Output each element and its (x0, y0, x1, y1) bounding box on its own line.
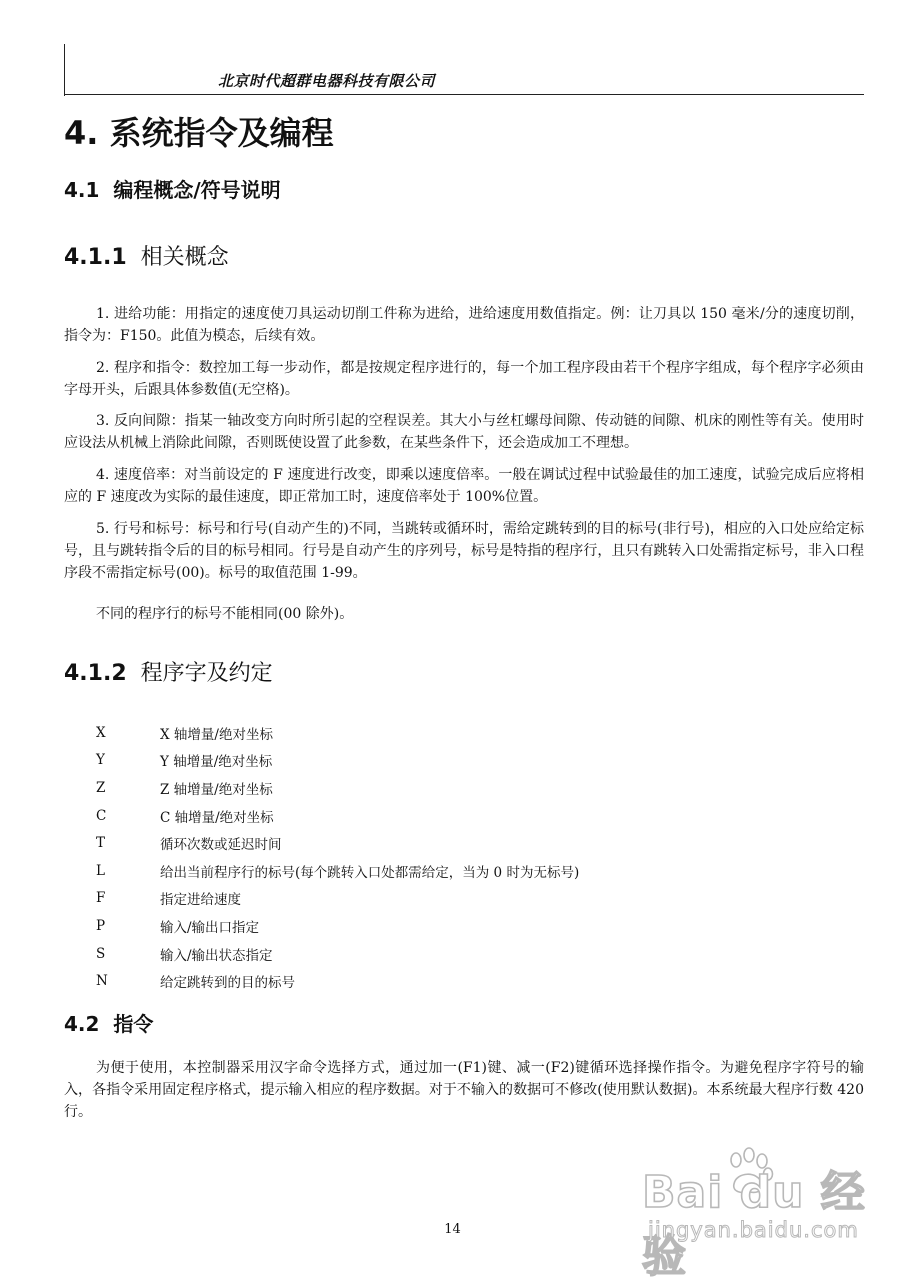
concept-paragraph-5: 5. 行号和标号：标号和行号(自动产生的)不同，当跳转或循环时，需给定跳转到的目的标号(非行号)，相应的入口处应给定标号，且与跳转指令后的目的标号相同。行号是自动产生的序列号，标号是特指的程序行，且只有跳转入口处需指定标号，非入口程序段不需指定标号(00)。标号的取值范围 1-99。 (64, 521, 864, 581)
program-word-symbol: P (96, 917, 106, 934)
program-word-desc: 给出当前程序行的标号(每个跳转入口处都需给定，当为 0 时为无标号) (160, 864, 580, 881)
chapter-heading (64, 108, 334, 154)
program-word-row (96, 857, 579, 885)
program-word-desc: 给定跳转到的目的标号 (160, 975, 295, 992)
concept-paragraph-1: 1. 进给功能：用指定的速度使刀具运动切削工件称为进给，进给速度用数值指定。例：让刀具以 150 毫米/分的速度切削，指令为：F150。此值为模态，后续有效。 (64, 306, 864, 344)
section-4-1-heading (64, 174, 281, 203)
program-word-symbol: Y (96, 752, 105, 769)
program-word-symbol: L (96, 862, 105, 879)
page-number: 14 (444, 1222, 461, 1237)
section-4-1-number: 4.1 (64, 178, 100, 202)
section-4-1-1-heading (64, 240, 229, 271)
chapter-title: 系统指令及编程 (109, 114, 334, 152)
section-4-1-2-heading (64, 656, 273, 687)
chapter-number: 4. (64, 114, 99, 152)
program-word-row (96, 747, 579, 775)
header-company-name: 北京时代超群电器科技有限公司 (218, 72, 436, 90)
section-4-1-1-title: 相关概念 (140, 245, 229, 270)
program-word-desc: 输入/输出口指定 (160, 919, 260, 936)
concept-paragraph-3: 3. 反向间隙：指某一轴改变方向时所引起的空程误差。其大小与丝杠螺母间隙、传动链的间隙、机床的刚性等有关。使用时应设法从机械上消除此间隙，否则既使设置了此参数，在某些条件下，还会造成加工不理想。 (64, 413, 864, 451)
program-word-desc: 输入/输出状态指定 (160, 947, 273, 964)
program-word-symbol: F (96, 890, 106, 907)
program-word-row (96, 967, 579, 995)
program-word-desc: Z 轴增量/绝对坐标 (160, 781, 273, 798)
program-word-symbol: Z (96, 779, 106, 796)
program-word-desc: Y 轴增量/绝对坐标 (160, 754, 273, 771)
watermark-url-text: jingyan.baidu.com (648, 1218, 859, 1242)
instructions-intro-paragraph: 为便于使用，本控制器采用汉字命令选择方式，通过加一(F1)键、减一(F2)键循环选择操作指令。为避免程序字符号的输入，各指令采用固定程序格式，提示输入相应的程序数据。对于不输入的数据可不修改(使用默认数据)。本系统最大程序行数 420 行。 (64, 1060, 864, 1120)
program-word-desc: X 轴增量/绝对坐标 (160, 726, 273, 743)
program-word-row (96, 912, 579, 940)
program-word-desc: 循环次数或延迟时间 (160, 837, 282, 854)
program-word-row (96, 802, 579, 830)
program-word-symbol: N (96, 973, 108, 990)
concept-paragraph-4: 4. 速度倍率：对当前设定的 F 速度进行改变，即乘以速度倍率。一般在调试过程中试验最佳的加工速度，试验完成后应将相应的 F 速度改为实际的最佳速度，即正常加工时，速度倍率处于 100%位置。 (64, 467, 864, 505)
program-word-symbol: T (96, 835, 106, 852)
baidu-jingyan-watermark (642, 1146, 882, 1280)
program-word-symbol: S (96, 945, 106, 962)
program-word-symbol: C (96, 807, 107, 824)
watermark-brand-text: Bai du 经验 (642, 1167, 866, 1280)
program-word-row (96, 719, 579, 747)
section-4-1-1-number: 4.1.1 (64, 245, 127, 270)
concept-paragraph-6: 不同的程序行的标号不能相同(00 除外)。 (96, 606, 354, 622)
program-word-row (96, 940, 579, 968)
header-rule (64, 94, 864, 95)
section-4-1-2-title: 程序字及约定 (140, 661, 273, 686)
program-word-symbol: X (96, 724, 106, 741)
program-word-row (96, 829, 579, 857)
header-vertical-line (64, 44, 65, 96)
section-4-1-title: 编程概念/符号说明 (113, 178, 281, 202)
section-4-2-number: 4.2 (64, 1012, 100, 1036)
program-word-desc: C 轴增量/绝对坐标 (160, 809, 274, 826)
program-word-desc: 指定进给速度 (160, 892, 241, 909)
section-4-1-2-number: 4.1.2 (64, 661, 127, 686)
program-word-row (96, 774, 579, 802)
concept-paragraph-2: 2. 程序和指令：数控加工每一步动作，都是按规定程序进行的，每一个加工程序段由若干个程序字组成，每个程序字必须由字母开头，后跟具体参数值(无空格)。 (64, 360, 864, 398)
section-4-2-heading (64, 1008, 153, 1037)
program-word-row (96, 885, 579, 913)
section-4-2-title: 指令 (113, 1012, 154, 1036)
program-words-list (96, 719, 579, 995)
